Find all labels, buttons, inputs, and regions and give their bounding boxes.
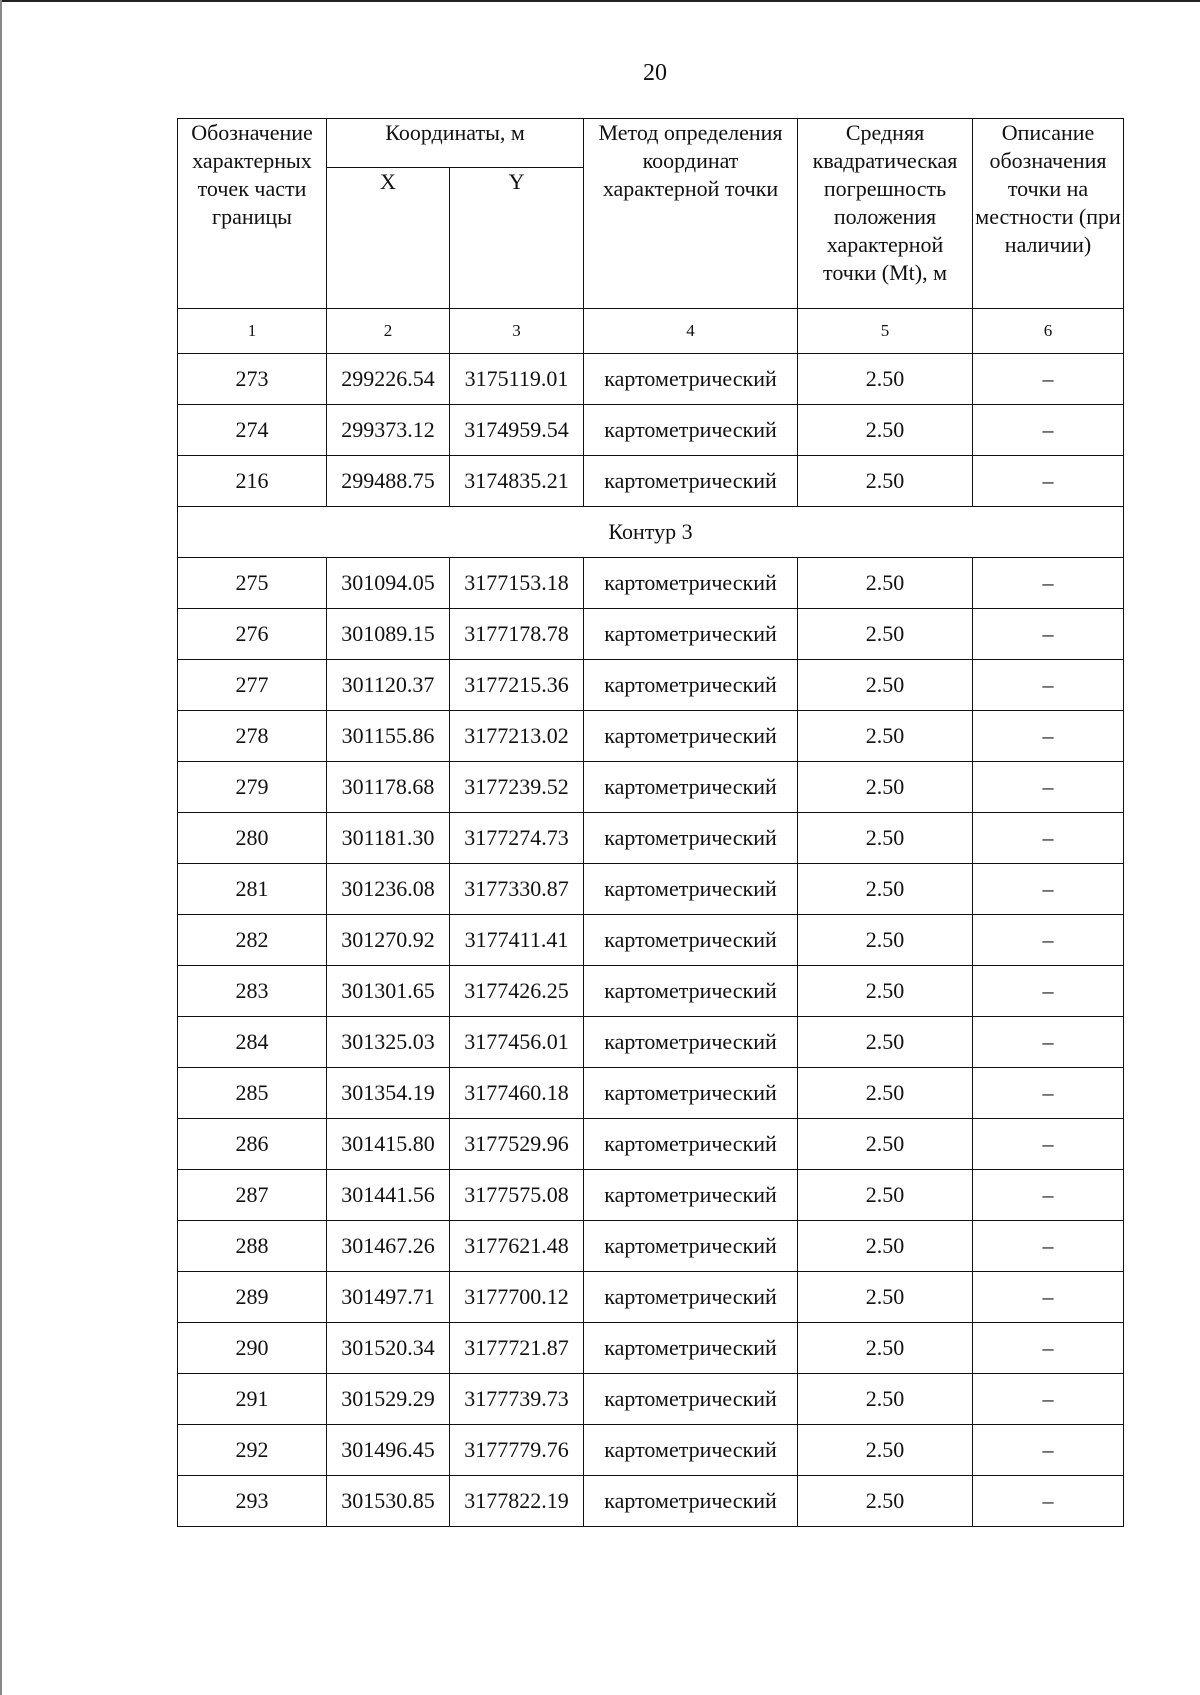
column-number: 2 — [327, 309, 450, 354]
cell-method: картометрический — [584, 660, 798, 711]
cell-y: 3177529.96 — [450, 1119, 584, 1170]
cell-y: 3177215.36 — [450, 660, 584, 711]
cell-error: 2.50 — [798, 1323, 973, 1374]
table-body — [178, 354, 1124, 1527]
cell-description: – — [973, 660, 1124, 711]
cell-method: картометрический — [584, 711, 798, 762]
cell-x: 301441.56 — [327, 1170, 450, 1221]
table-row — [178, 1017, 1124, 1068]
cell-point: 282 — [178, 915, 327, 966]
cell-point: 289 — [178, 1272, 327, 1323]
cell-error: 2.50 — [798, 1425, 973, 1476]
cell-description: – — [973, 456, 1124, 507]
table-row — [178, 1221, 1124, 1272]
cell-y: 3177456.01 — [450, 1017, 584, 1068]
cell-x: 299373.12 — [327, 405, 450, 456]
cell-error: 2.50 — [798, 1119, 973, 1170]
cell-method: картометрический — [584, 1374, 798, 1425]
cell-description: – — [973, 1221, 1124, 1272]
cell-method: картометрический — [584, 1323, 798, 1374]
table-row — [178, 1323, 1124, 1374]
cell-point: 286 — [178, 1119, 327, 1170]
cell-y: 3177739.73 — [450, 1374, 584, 1425]
cell-y: 3177621.48 — [450, 1221, 584, 1272]
cell-x: 301094.05 — [327, 558, 450, 609]
cell-x: 301155.86 — [327, 711, 450, 762]
table-row — [178, 966, 1124, 1017]
cell-description: – — [973, 864, 1124, 915]
table-row — [178, 864, 1124, 915]
cell-error: 2.50 — [798, 1272, 973, 1323]
header-error: Средняя квадратическая погрешность положения характерной точки (Mt), м — [798, 119, 973, 309]
cell-x: 301236.08 — [327, 864, 450, 915]
column-number: 6 — [973, 309, 1124, 354]
page-number: 20 — [643, 60, 667, 86]
column-number: 1 — [178, 309, 327, 354]
cell-y: 3177779.76 — [450, 1425, 584, 1476]
column-number: 4 — [584, 309, 798, 354]
cell-description: – — [973, 405, 1124, 456]
cell-point: 293 — [178, 1476, 327, 1527]
cell-error: 2.50 — [798, 864, 973, 915]
cell-x: 301325.03 — [327, 1017, 450, 1068]
table-row — [178, 660, 1124, 711]
cell-y: 3177213.02 — [450, 711, 584, 762]
table-row — [178, 1425, 1124, 1476]
cell-error: 2.50 — [798, 1068, 973, 1119]
cell-error: 2.50 — [798, 558, 973, 609]
cell-description: – — [973, 711, 1124, 762]
cell-x: 301520.34 — [327, 1323, 450, 1374]
cell-error: 2.50 — [798, 456, 973, 507]
table-row — [178, 1374, 1124, 1425]
cell-error: 2.50 — [798, 1476, 973, 1527]
cell-point: 283 — [178, 966, 327, 1017]
cell-y: 3177239.52 — [450, 762, 584, 813]
cell-x: 299226.54 — [327, 354, 450, 405]
table-row — [178, 354, 1124, 405]
cell-description: – — [973, 1068, 1124, 1119]
cell-description: – — [973, 1017, 1124, 1068]
contour-row — [178, 507, 1124, 558]
cell-point: 288 — [178, 1221, 327, 1272]
cell-description: – — [973, 762, 1124, 813]
cell-x: 301120.37 — [327, 660, 450, 711]
cell-y: 3177575.08 — [450, 1170, 584, 1221]
cell-point: 285 — [178, 1068, 327, 1119]
cell-method: картометрический — [584, 405, 798, 456]
cell-method: картометрический — [584, 864, 798, 915]
cell-error: 2.50 — [798, 762, 973, 813]
cell-point: 281 — [178, 864, 327, 915]
cell-method: картометрический — [584, 1425, 798, 1476]
scan-top-edge — [0, 0, 1200, 2]
cell-method: картометрический — [584, 354, 798, 405]
table-row — [178, 762, 1124, 813]
header-description: Описание обозначения точки на местности (при наличии) — [973, 119, 1124, 309]
cell-description: – — [973, 1425, 1124, 1476]
cell-y: 3177822.19 — [450, 1476, 584, 1527]
cell-y: 3174959.54 — [450, 405, 584, 456]
cell-method: картометрический — [584, 1170, 798, 1221]
cell-description: – — [973, 558, 1124, 609]
cell-x: 301089.15 — [327, 609, 450, 660]
contour-label: Контур 3 — [178, 507, 1124, 558]
cell-error: 2.50 — [798, 1170, 973, 1221]
cell-y: 3177274.73 — [450, 813, 584, 864]
cell-description: – — [973, 813, 1124, 864]
cell-point: 291 — [178, 1374, 327, 1425]
cell-x: 301301.65 — [327, 966, 450, 1017]
boundary-points-table — [177, 118, 1124, 1527]
header-x: X — [327, 168, 450, 309]
cell-description: – — [973, 966, 1124, 1017]
cell-method: картометрический — [584, 1476, 798, 1527]
cell-method: картометрический — [584, 456, 798, 507]
cell-y: 3177426.25 — [450, 966, 584, 1017]
cell-method: картометрический — [584, 915, 798, 966]
cell-description: – — [973, 609, 1124, 660]
cell-method: картометрический — [584, 1017, 798, 1068]
table-row — [178, 813, 1124, 864]
column-number: 3 — [450, 309, 584, 354]
cell-description: – — [973, 1323, 1124, 1374]
cell-error: 2.50 — [798, 711, 973, 762]
cell-y: 3177153.18 — [450, 558, 584, 609]
cell-x: 299488.75 — [327, 456, 450, 507]
cell-y: 3175119.01 — [450, 354, 584, 405]
cell-error: 2.50 — [798, 354, 973, 405]
cell-x: 301530.85 — [327, 1476, 450, 1527]
cell-x: 301178.68 — [327, 762, 450, 813]
cell-method: картометрический — [584, 966, 798, 1017]
cell-description: – — [973, 354, 1124, 405]
table-row — [178, 456, 1124, 507]
cell-error: 2.50 — [798, 915, 973, 966]
cell-method: картометрический — [584, 762, 798, 813]
table-row — [178, 1272, 1124, 1323]
table-row — [178, 609, 1124, 660]
cell-error: 2.50 — [798, 966, 973, 1017]
cell-error: 2.50 — [798, 660, 973, 711]
cell-y: 3177330.87 — [450, 864, 584, 915]
table-row — [178, 1476, 1124, 1527]
cell-x: 301467.26 — [327, 1221, 450, 1272]
cell-point: 277 — [178, 660, 327, 711]
cell-y: 3177411.41 — [450, 915, 584, 966]
cell-method: картометрический — [584, 1068, 798, 1119]
cell-error: 2.50 — [798, 405, 973, 456]
cell-method: картометрический — [584, 1221, 798, 1272]
cell-x: 301270.92 — [327, 915, 450, 966]
cell-error: 2.50 — [798, 1374, 973, 1425]
cell-method: картометрический — [584, 558, 798, 609]
cell-description: – — [973, 1374, 1124, 1425]
cell-error: 2.50 — [798, 1017, 973, 1068]
cell-y: 3177721.87 — [450, 1323, 584, 1374]
cell-error: 2.50 — [798, 813, 973, 864]
table-row — [178, 1119, 1124, 1170]
cell-point: 216 — [178, 456, 327, 507]
cell-point: 273 — [178, 354, 327, 405]
cell-description: – — [973, 1272, 1124, 1323]
cell-x: 301529.29 — [327, 1374, 450, 1425]
cell-description: – — [973, 1476, 1124, 1527]
cell-x: 301497.71 — [327, 1272, 450, 1323]
cell-point: 290 — [178, 1323, 327, 1374]
cell-point: 276 — [178, 609, 327, 660]
cell-point: 274 — [178, 405, 327, 456]
cell-x: 301415.80 — [327, 1119, 450, 1170]
cell-y: 3174835.21 — [450, 456, 584, 507]
table-row — [178, 405, 1124, 456]
cell-method: картометрический — [584, 1119, 798, 1170]
cell-error: 2.50 — [798, 609, 973, 660]
cell-error: 2.50 — [798, 1221, 973, 1272]
header-point: Обозначение характерных точек части границы — [178, 119, 327, 309]
scan-left-edge — [0, 0, 2, 1695]
column-number: 5 — [798, 309, 973, 354]
header-method: Метод определения координат характерной точки — [584, 119, 798, 309]
cell-x: 301181.30 — [327, 813, 450, 864]
table-row — [178, 915, 1124, 966]
table-row — [178, 558, 1124, 609]
cell-point: 278 — [178, 711, 327, 762]
table-row — [178, 711, 1124, 762]
cell-x: 301354.19 — [327, 1068, 450, 1119]
cell-point: 292 — [178, 1425, 327, 1476]
column-number-row — [178, 309, 1124, 354]
cell-y: 3177178.78 — [450, 609, 584, 660]
cell-description: – — [973, 1119, 1124, 1170]
cell-point: 279 — [178, 762, 327, 813]
header-coordinates: Координаты, м — [327, 119, 584, 168]
cell-method: картометрический — [584, 1272, 798, 1323]
cell-point: 284 — [178, 1017, 327, 1068]
cell-description: – — [973, 1170, 1124, 1221]
table-row — [178, 1068, 1124, 1119]
cell-y: 3177460.18 — [450, 1068, 584, 1119]
cell-point: 287 — [178, 1170, 327, 1221]
cell-point: 280 — [178, 813, 327, 864]
cell-method: картометрический — [584, 813, 798, 864]
cell-y: 3177700.12 — [450, 1272, 584, 1323]
cell-point: 275 — [178, 558, 327, 609]
table-row — [178, 1170, 1124, 1221]
header-y: Y — [450, 168, 584, 309]
cell-x: 301496.45 — [327, 1425, 450, 1476]
cell-method: картометрический — [584, 609, 798, 660]
cell-description: – — [973, 915, 1124, 966]
